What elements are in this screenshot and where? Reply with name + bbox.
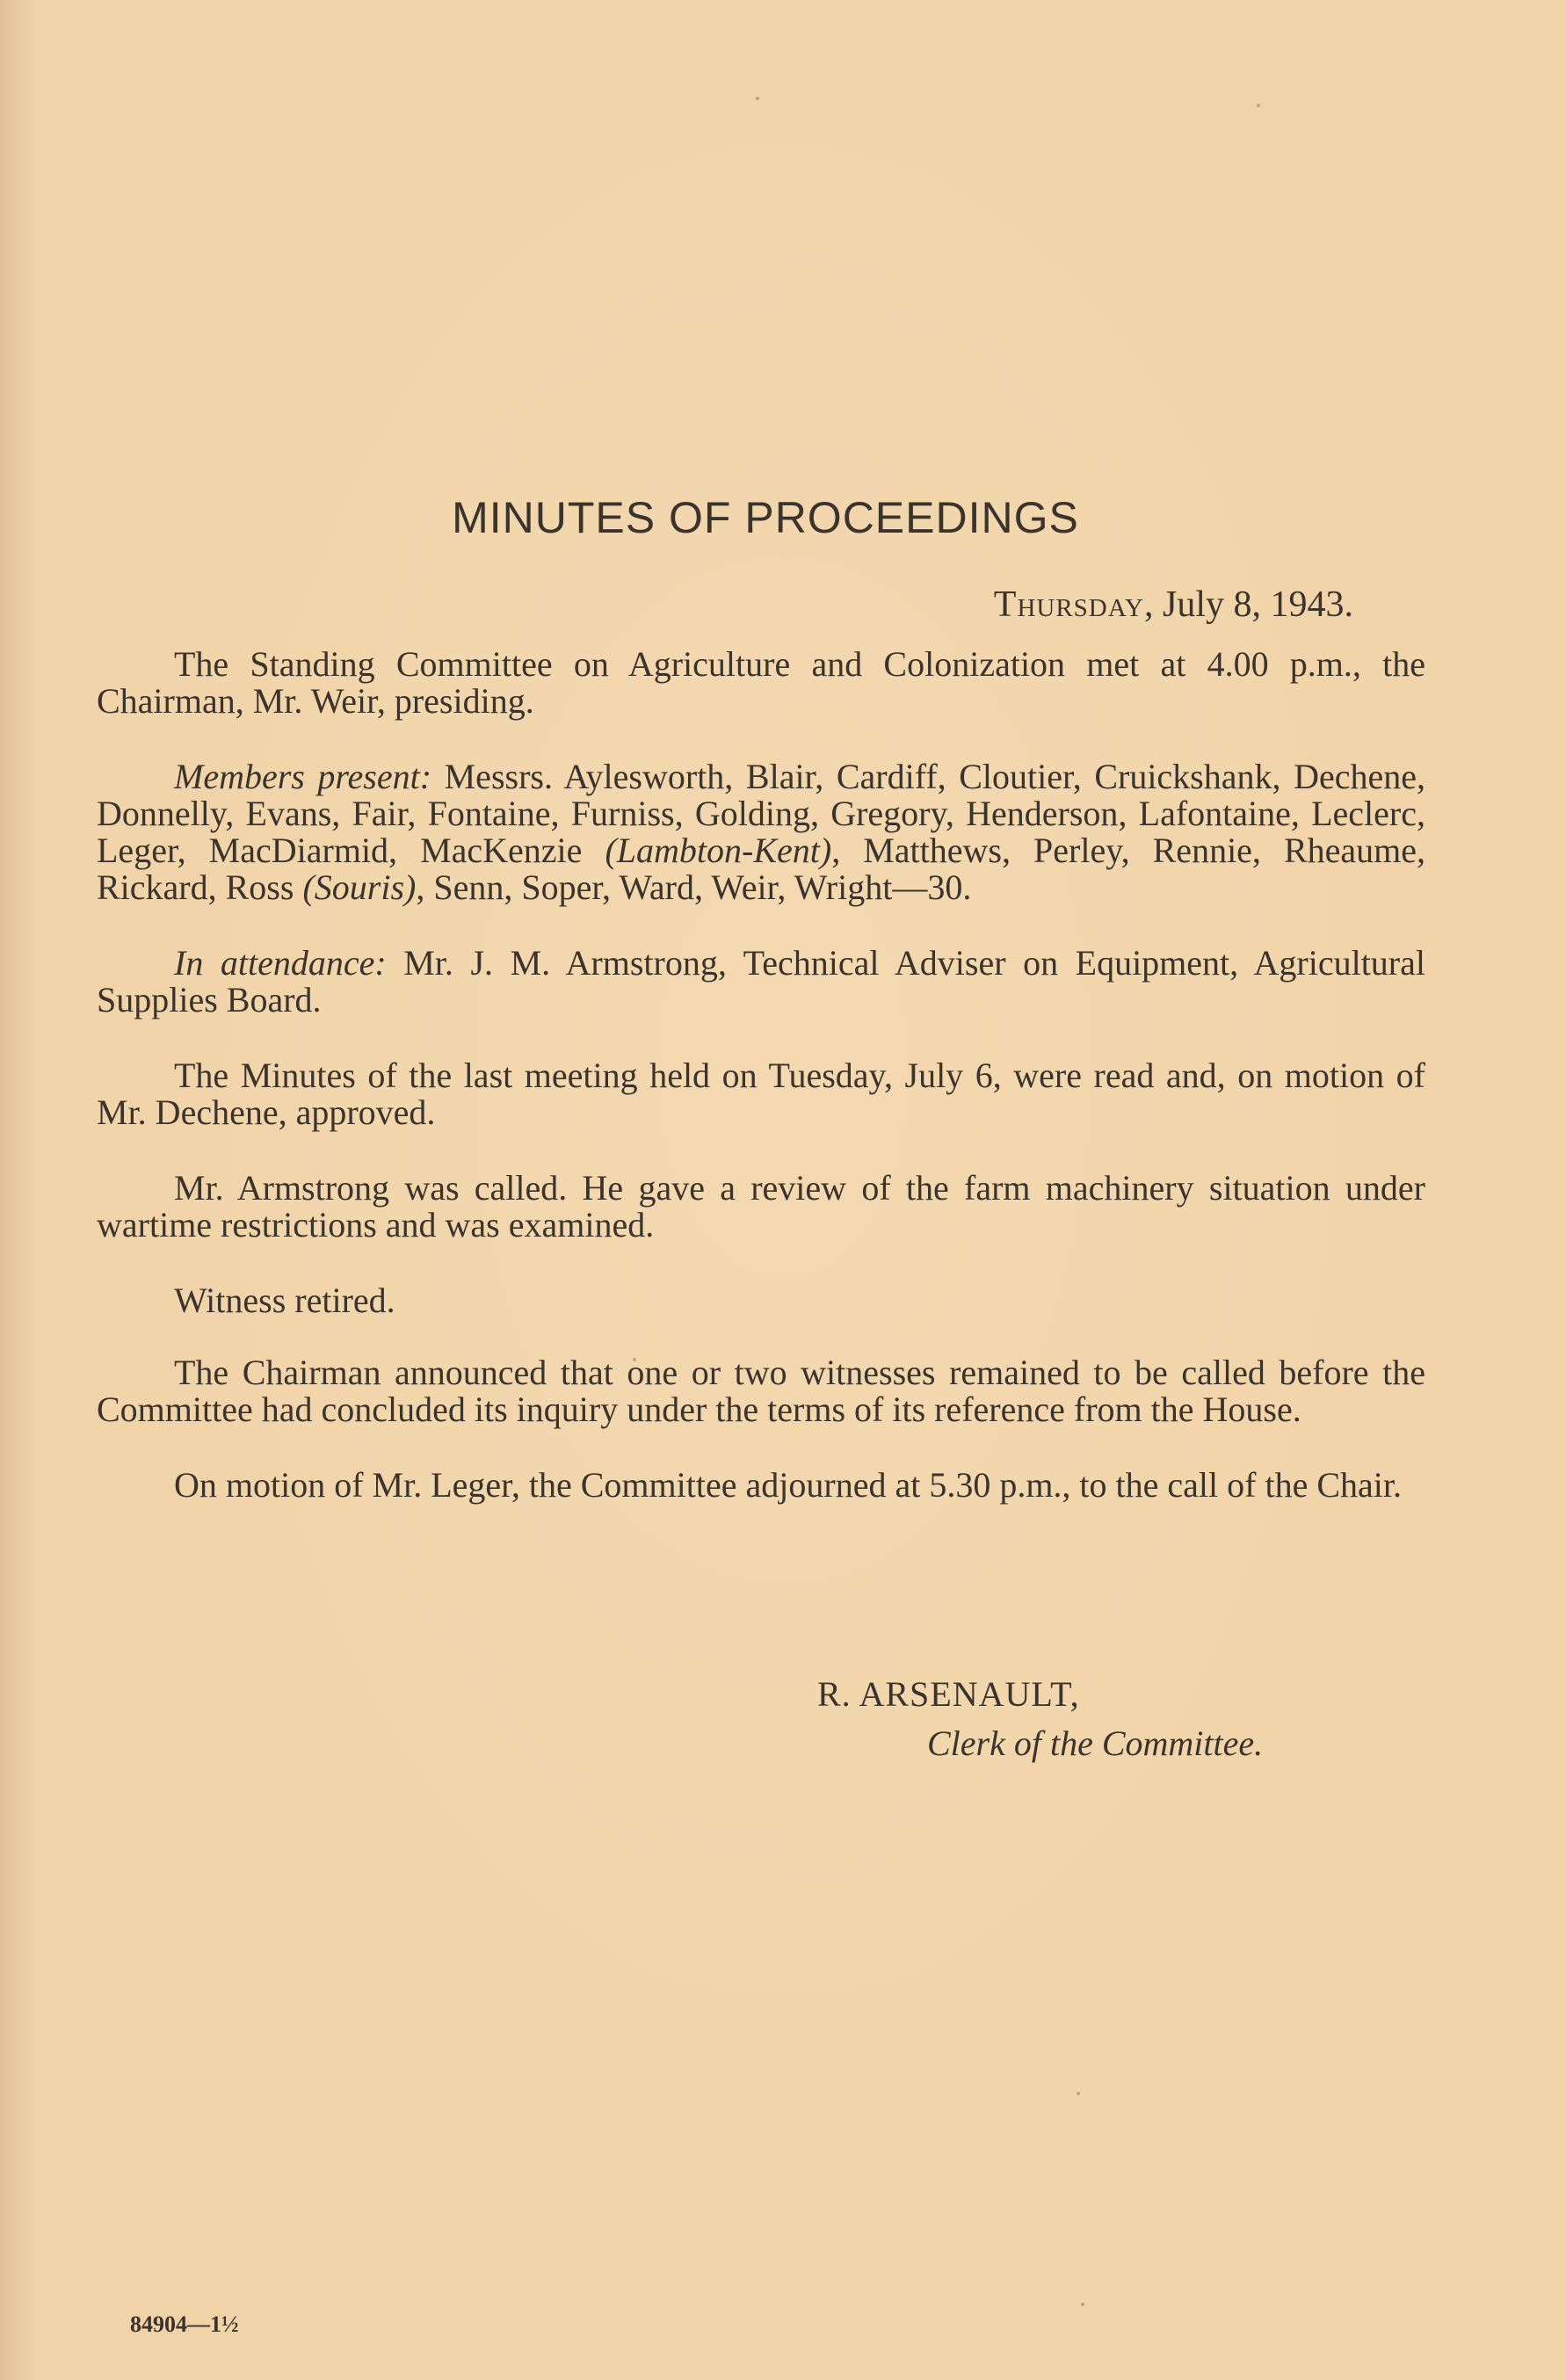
paper-speck — [756, 97, 759, 100]
paper-speck — [1257, 104, 1260, 107]
page-title: MINUTES OF PROCEEDINGS — [452, 493, 1079, 542]
paper-speck — [633, 1358, 636, 1361]
members-list-part2: , Matthews, Perley, Rennie, Rheaume, Rickard, Ross — [97, 831, 1426, 907]
attendance-paragraph — [97, 945, 1425, 1019]
members-present-paragraph — [97, 758, 1425, 906]
signature-block — [817, 1670, 1263, 1768]
meeting-date-rest: , July 8, 1943. — [1143, 584, 1353, 625]
opening-paragraph: The Standing Committee on Agriculture and Colonization met at 4.00 p.m., the Chairman, Mr. Weir, presiding. — [97, 644, 1425, 721]
adjourned-paragraph: On motion of Mr. Leger, the Committee adjourned at 5.30 p.m., to the call of the Chair. — [174, 1465, 1402, 1505]
riding-lambton-kent: (Lambton-Kent) — [605, 831, 832, 870]
paper-speck — [1081, 2303, 1084, 2306]
meeting-date — [994, 584, 1353, 626]
attendance-label: In attendance: — [174, 943, 387, 983]
witness-retired-paragraph: Witness retired. — [174, 1281, 395, 1320]
members-list-part1: Messrs. Aylesworth, Blair, Cardiff, Cloutier, Cruickshank, Dechene, Donnelly, Evans, Fair, Fontaine, Furniss, Golding, Gregory, Henderson, Lafontaine, Leclerc, Leger, MacDiarmid, MacKenzie — [97, 757, 1425, 870]
chairman-announced-paragraph: The Chairman announced that one or two witnesses remained to be called before the Committee had concluded its inquiry under the terms of its reference from the House. — [97, 1353, 1425, 1429]
riding-souris: (Souris) — [302, 867, 417, 907]
minutes-read-paragraph: The Minutes of the last meeting held on Tuesday, July 6, were read and, on motion of Mr. Dechene, approved. — [97, 1056, 1425, 1132]
members-list-part3: , Senn, Soper, Ward, Weir, Wright—30. — [416, 867, 972, 907]
clerk-name: R. ARSENAULT, — [817, 1674, 1080, 1714]
armstrong-called-paragraph: Mr. Armstrong was called. He gave a review of the farm machinery situation under wartime restrictions and was examined. — [97, 1168, 1425, 1244]
attendance-text: Mr. J. M. Armstrong, Technical Adviser on Equipment, Agricultural Supplies Board. — [97, 943, 1425, 1019]
paper-speck — [1077, 2092, 1080, 2095]
meeting-weekday: Thursday — [993, 584, 1144, 625]
clerk-title: Clerk of the Committee. — [927, 1723, 1264, 1763]
minutes-body — [97, 646, 1425, 1542]
print-code: 84904—1½ — [130, 2311, 239, 2337]
members-present-label: Members present: — [174, 757, 432, 796]
